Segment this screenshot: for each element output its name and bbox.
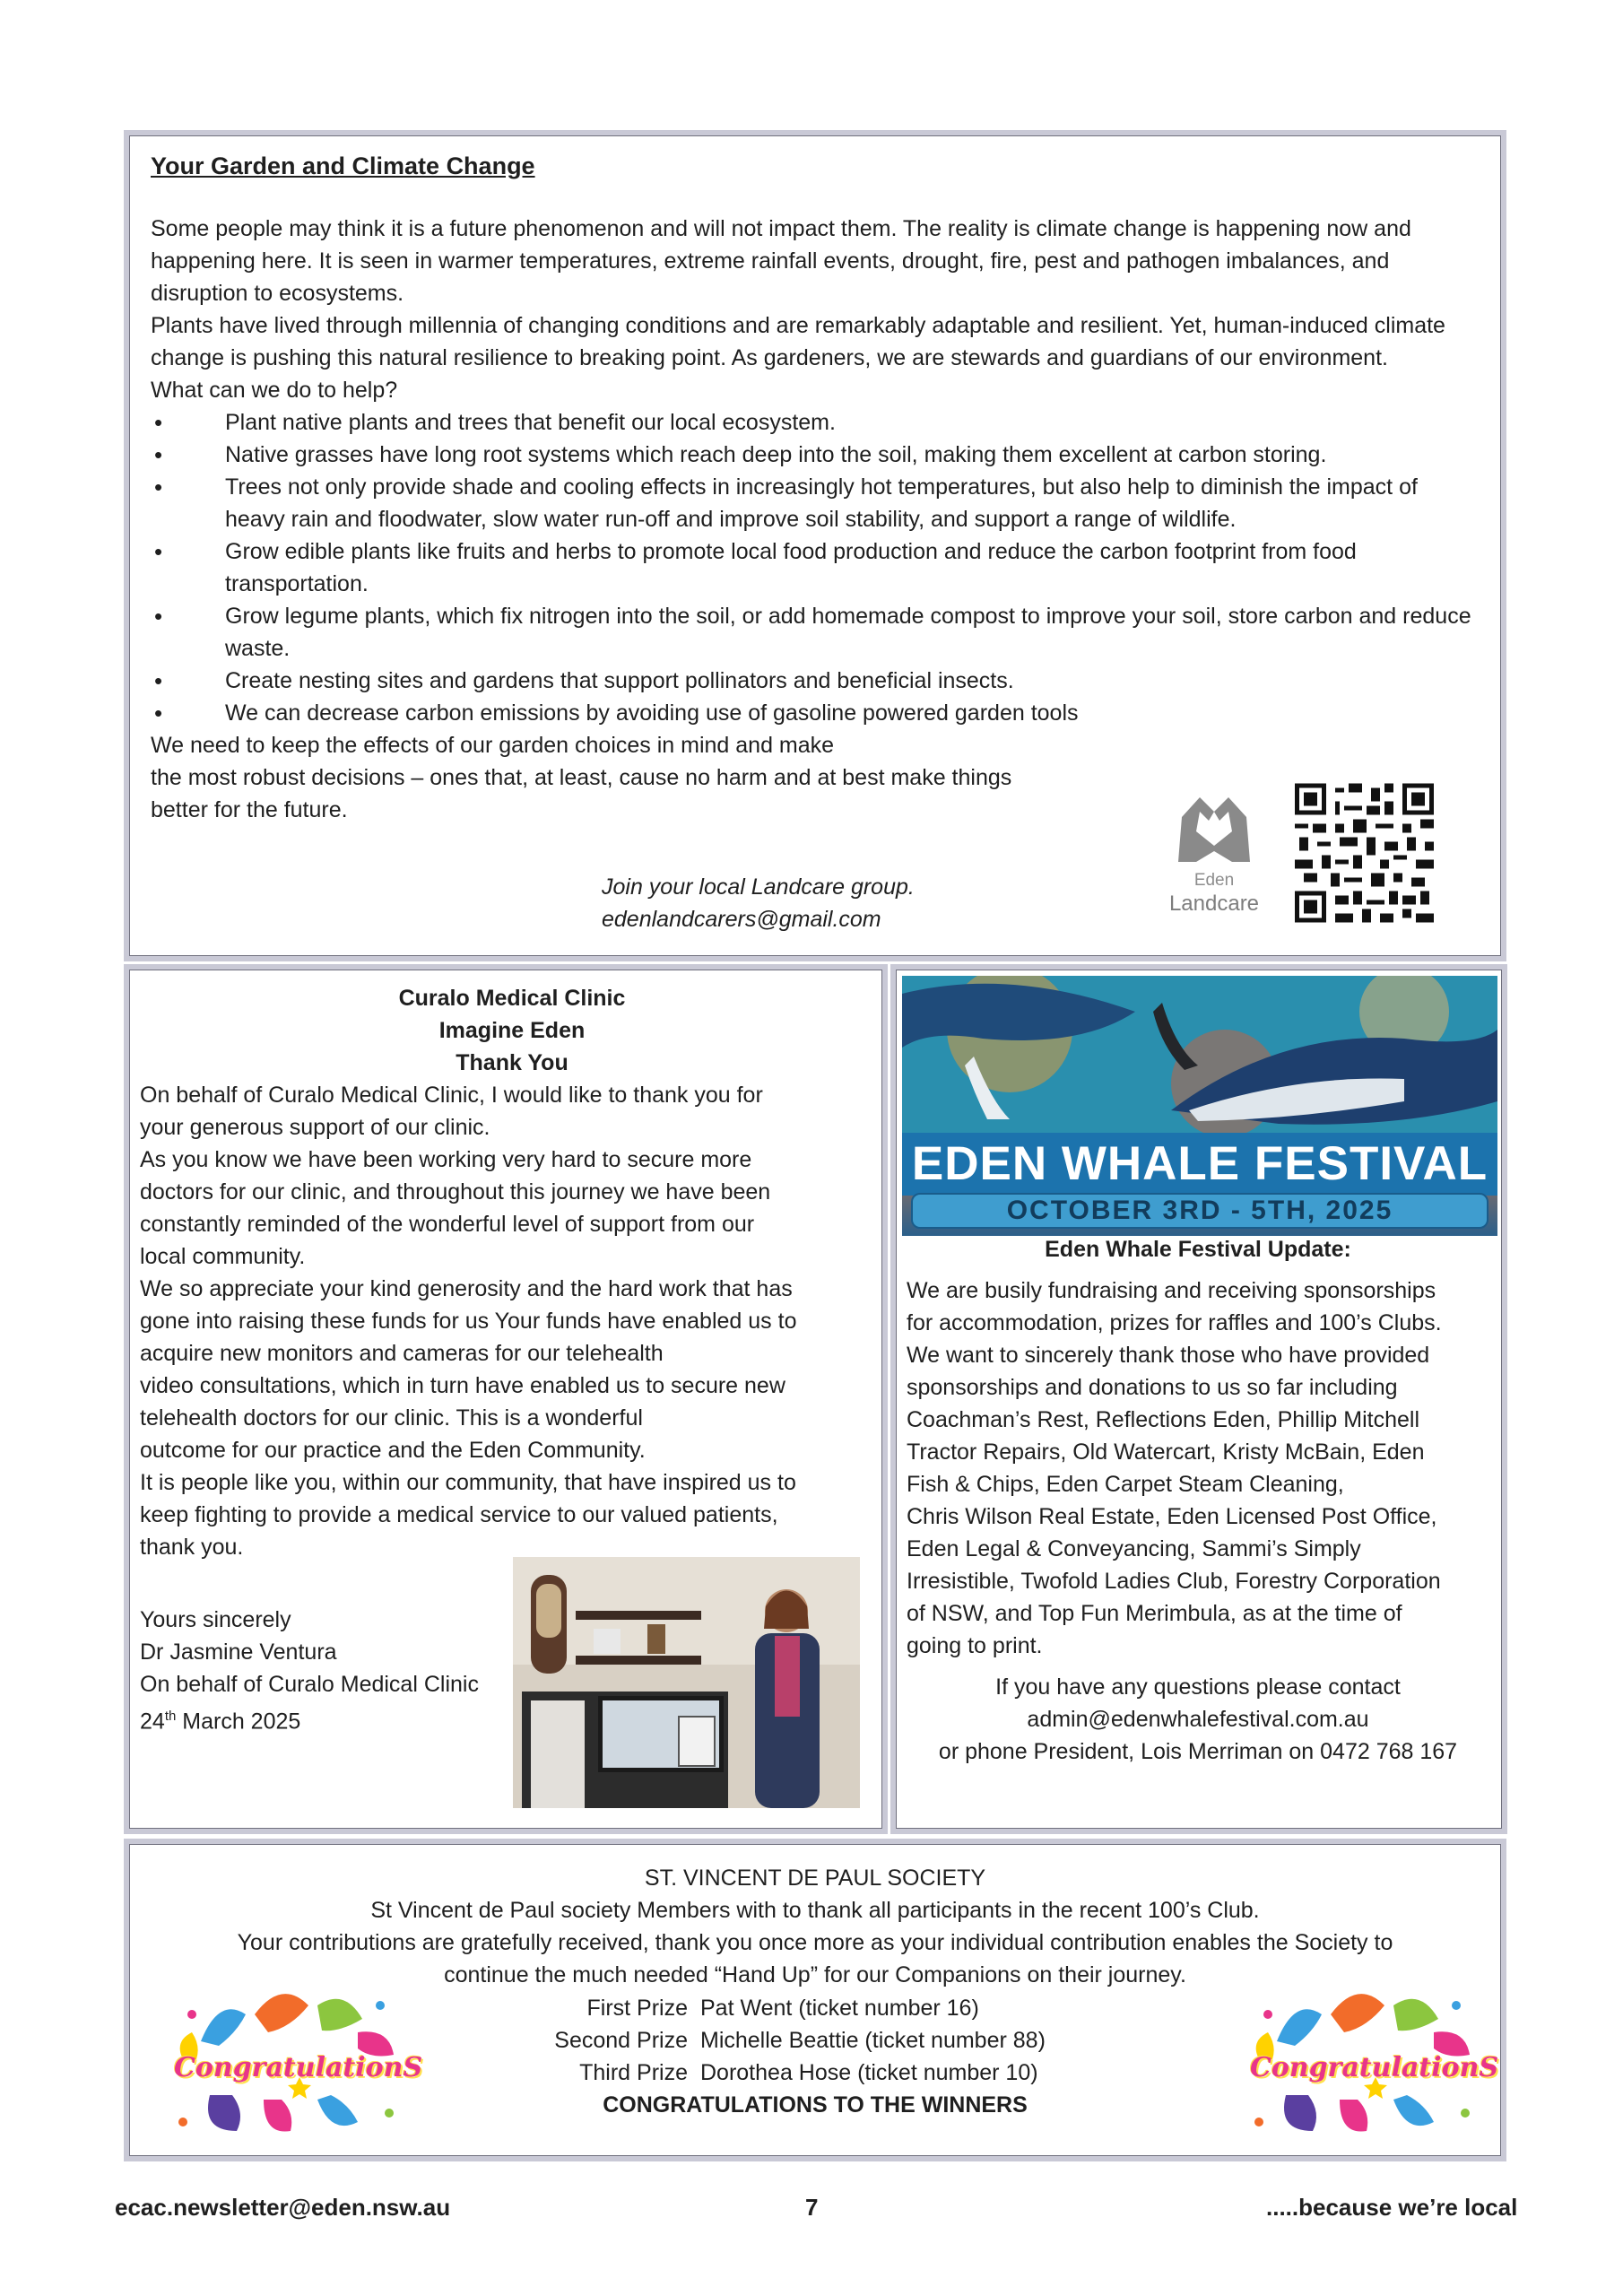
clinic-line: keep fighting to provide a medical service to our valued patients, (140, 1502, 778, 1527)
landcare-hands-icon (1169, 781, 1259, 871)
whale-banner-dates: OCTOBER 3RD - 5TH, 2025 (911, 1193, 1488, 1229)
clinic-date-sup: th (164, 1709, 177, 1724)
whale-contact-1: If you have any questions please contact (995, 1674, 1401, 1700)
landcare-logo-line1: Eden (1193, 871, 1235, 890)
footer-tagline: .....because we’re local (1266, 2194, 1518, 2221)
whale-update-heading: Eden Whale Festival Update: (1045, 1237, 1351, 1262)
whale-contact-email-link[interactable]: admin@edenwhalefestival.com.au (1027, 1707, 1369, 1732)
whale-line: going to print. (907, 1633, 1043, 1658)
whale-banner-title: EDEN WHALE FESTIVAL (902, 1133, 1497, 1196)
whale-line: We want to sincerely thank those who have provided (907, 1343, 1430, 1368)
garden-bullet-list (151, 406, 1480, 729)
prize-label: Second Prize (554, 2028, 688, 2053)
landcare-logo-line2: Landcare (1168, 891, 1260, 916)
clinic-date-rest: March 2025 (176, 1709, 301, 1735)
whale-line: We are busily fundraising and receiving sponsorships (907, 1278, 1436, 1303)
garden-closing-1: We need to keep the effects of our garden choices in mind and make (151, 733, 835, 758)
clinic-line: video consultations, which in turn have enabled us to secure new (140, 1373, 785, 1398)
prize-label: Third Prize (579, 2060, 688, 2085)
whale-line: Fish & Chips, Eden Carpet Steam Cleaning, (907, 1472, 1344, 1497)
garden-bullet: • Native grasses have long root systems which reach deep into the soil, making them excellent at carbon storing. (151, 439, 1480, 471)
vinnies-line-1: St Vincent de Paul society Members with to thank all participants in the recent 100’s Club. (370, 1898, 1260, 1923)
whale-illustration (902, 976, 1497, 1137)
clinic-line: constantly reminded of the wonderful level of support from our (140, 1212, 755, 1237)
clinic-signature (140, 1604, 479, 1737)
clinic-heading (140, 982, 884, 1079)
footer-page-number: 7 (805, 2194, 819, 2221)
qr-code-icon[interactable] (1295, 781, 1434, 925)
whale-line: of NSW, and Top Fun Merimbula, as at the time of (907, 1601, 1402, 1626)
clinic-sign-1: Yours sincerely (140, 1607, 291, 1632)
garden-bullet: • We can decrease carbon emissions by avoiding use of gasoline powered garden tools (151, 697, 1480, 729)
congrats-graphic-left (165, 1979, 423, 2149)
vinnies-winners-banner: CONGRATULATIONS TO THE WINNERS (603, 2092, 1028, 2118)
whale-line: Chris Wilson Real Estate, Eden Licensed Post Office, (907, 1504, 1437, 1529)
congrats-graphic-right (1241, 1979, 1499, 2149)
vinnies-title: ST. VINCENT DE PAUL SOCIETY (644, 1866, 986, 1891)
clinic-line: As you know we have been working very hard to secure more (140, 1147, 752, 1172)
garden-title: Your Garden and Climate Change (151, 152, 535, 179)
congrats-word-right: CongratulationS (1250, 2052, 1499, 2083)
whale-line: Tractor Repairs, Old Watercart, Kristy McBain, Eden (907, 1439, 1425, 1465)
garden-para-2: Plants have lived through millennia of changing conditions and are remarkably adaptable and resilient. Yet, human-induced climate change is pushing this natural resilience to breaking point. As gardeners, we are stewards and guardians of our environment. (151, 313, 1445, 370)
clinic-line: local community. (140, 1244, 306, 1269)
clinic-photo-image (513, 1557, 860, 1808)
clinic-line: telehealth doctors for our clinic. This is a wonderful (140, 1405, 643, 1431)
vinnies-line-2: Your contributions are gratefully received, thank you once more as your individual contribution enables the Society to (237, 1930, 1393, 1955)
prize-winner: Dorothea Hose (ticket number 10) (700, 2060, 1038, 2085)
garden-bullet: • Grow edible plants like fruits and herbs to promote local food production and reduce the carbon footprint from food transportation. (151, 535, 1480, 600)
prize-label: First Prize (586, 1996, 688, 2021)
clinic-heading-3: Thank You (456, 1050, 568, 1075)
landcare-join (602, 871, 915, 935)
clinic-photo (513, 1557, 860, 1808)
prize-winner: Pat Went (ticket number 16) (700, 1996, 979, 2021)
vinnies-article (124, 1839, 1506, 2161)
whale-line: for accommodation, prizes for raffles and 100’s Clubs. (907, 1310, 1442, 1335)
whale-line: sponsorships and donations to us so far including (907, 1375, 1398, 1400)
footer-email-link[interactable]: ecac.newsletter@eden.nsw.au (115, 2194, 451, 2221)
landcare-email-link[interactable]: edenlandcarers@gmail.com (602, 907, 881, 932)
clinic-sign-2: Dr Jasmine Ventura (140, 1639, 337, 1665)
whale-festival-banner (902, 976, 1497, 1236)
whale-contact (907, 1671, 1489, 1768)
whale-contact-3: or phone President, Lois Merriman on 0472 768 167 (938, 1739, 1458, 1764)
clinic-line: acquire new monitors and cameras for our telehealth (140, 1341, 664, 1366)
clinic-heading-2: Imagine Eden (438, 1018, 586, 1043)
whale-line: Irresistible, Twofold Ladies Club, Forestry Corporation (907, 1569, 1441, 1594)
clinic-line: outcome for our practice and the Eden Community. (140, 1438, 646, 1463)
garden-question: What can we do to help? (151, 378, 398, 403)
garden-para-1: Some people may think it is a future phenomenon and will not impact them. The reality is climate change is happening now and happening here. It is seen in warmer temperatures, extreme rainfall events, drought, fire, pest and pathogen imbalances, and disruption to ecosystems. (151, 216, 1411, 306)
whale-line: Eden Legal & Conveyancing, Sammi’s Simply (907, 1536, 1361, 1561)
whale-festival-article (890, 964, 1507, 1834)
garden-article (124, 130, 1506, 961)
clinic-line: It is people like you, within our community, that have inspired us to (140, 1470, 796, 1495)
clinic-line: We so appreciate your kind generosity and the hard work that has (140, 1276, 793, 1301)
clinic-line: doctors for our clinic, and throughout this journey we have been (140, 1179, 771, 1205)
clinic-date (140, 1700, 479, 1737)
landcare-logo (1142, 781, 1286, 938)
clinic-line: your generous support of our clinic. (140, 1115, 490, 1140)
garden-bullet: • Create nesting sites and gardens that support pollinators and beneficial insects. (151, 665, 1480, 697)
garden-bullet: • Grow legume plants, which fix nitrogen into the soil, or add homemade compost to improve your soil, store carbon and reduce waste. (151, 600, 1480, 665)
vinnies-line-3: continue the much needed “Hand Up” for our Companions on their journey. (444, 1962, 1186, 1987)
garden-closing-2: the most robust decisions – ones that, at least, cause no harm and at best make things (151, 765, 1012, 790)
clinic-heading-1: Curalo Medical Clinic (398, 986, 626, 1011)
clinic-line: gone into raising these funds for us Your funds have enabled us to (140, 1309, 797, 1334)
garden-closing-3: better for the future. (151, 797, 348, 822)
clinic-date-day: 24 (140, 1709, 165, 1735)
whale-line: Coachman’s Rest, Reflections Eden, Phillip Mitchell (907, 1407, 1420, 1432)
congrats-word-left: CongratulationS (174, 2052, 423, 2083)
clinic-sign-3: On behalf of Curalo Medical Clinic (140, 1672, 479, 1697)
garden-bullet: • Trees not only provide shade and cooling effects in increasingly hot temperatures, but also help to diminish the impact of heavy rain and floodwater, slow water run-off and improve soil stability, and support a range of wildlife. (151, 471, 1480, 535)
clinic-line: On behalf of Curalo Medical Clinic, I would like to thank you for (140, 1083, 763, 1108)
landcare-join-text: Join your local Landcare group. (602, 874, 915, 900)
clinic-line: thank you. (140, 1535, 244, 1560)
clinic-article (124, 964, 888, 1834)
prize-winner: Michelle Beattie (ticket number 88) (700, 2028, 1046, 2053)
garden-bullet: • Plant native plants and trees that benefit our local ecosystem. (151, 406, 1480, 439)
